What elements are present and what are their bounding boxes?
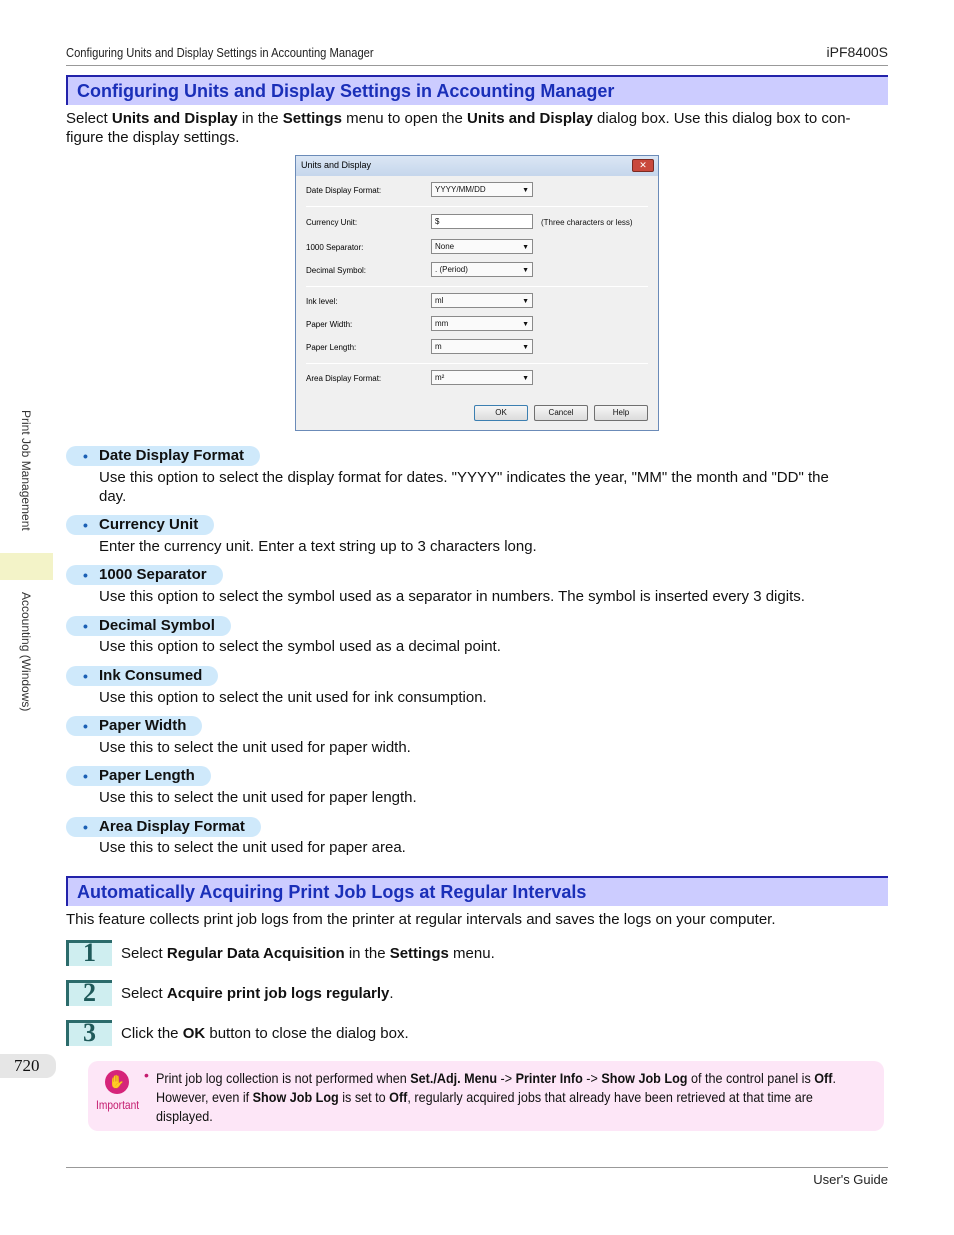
dialog-titlebar — [296, 156, 658, 176]
note-part: is set to — [338, 1089, 390, 1105]
step-part: button to close the dialog box. — [205, 1025, 409, 1042]
note-part: , regularly acquired jobs that already have been retrieved at that time are — [407, 1089, 813, 1105]
paper-length-label: Paper Length: — [306, 343, 357, 352]
step-part: menu. — [448, 945, 495, 962]
bullet-label: Date Display Format — [99, 447, 245, 464]
footer-rule — [66, 1167, 888, 1168]
important-note — [88, 1061, 884, 1131]
step-part: Select — [121, 985, 167, 1002]
paper-width-value: mm — [435, 319, 449, 328]
bullet-desc-line: Use this option to select the display format for dates. "YYYY" indicates the year, "MM" the month and "DD" the — [99, 469, 829, 486]
area-select[interactable] — [431, 370, 533, 385]
bullet-icon: • — [83, 618, 88, 634]
hand-stop-icon: ✋ — [105, 1070, 129, 1094]
bullet-description: Use this option to select the symbol used as a decimal point. — [99, 638, 501, 655]
ink-label: Ink level: — [306, 297, 338, 306]
sidebar-chapter: Print Job Management — [19, 410, 33, 531]
bullet-icon: • — [83, 819, 88, 835]
bullet-description: Enter the currency unit. Enter a text string up to 3 characters long. — [99, 538, 537, 555]
decimal-select[interactable] — [431, 262, 533, 277]
step-text — [121, 985, 394, 1002]
date-format-select[interactable] — [431, 182, 533, 197]
section-heading-units — [66, 75, 888, 105]
cancel-button[interactable]: Cancel — [534, 405, 588, 421]
close-icon[interactable]: ✕ — [632, 159, 654, 172]
step-text — [121, 945, 495, 962]
chevron-down-icon: ▼ — [522, 375, 529, 382]
sidebar-tab-marker — [0, 553, 53, 580]
bullet-ink-consumed — [66, 666, 218, 686]
ink-select[interactable] — [431, 293, 533, 308]
note-bold: Show Job Log — [601, 1070, 688, 1086]
currency-input[interactable]: $ — [431, 214, 533, 229]
chevron-down-icon: ▼ — [522, 321, 529, 328]
step-bold: Acquire print job logs regularly — [166, 985, 390, 1002]
note-part: . — [832, 1070, 836, 1086]
help-button[interactable]: Help — [594, 405, 648, 421]
step-part: Click the — [121, 1025, 183, 1042]
paper-width-select[interactable] — [431, 316, 533, 331]
step-part: . — [389, 985, 394, 1002]
bullet-label: Ink Consumed — [99, 667, 203, 684]
running-header-model: iPF8400S — [826, 44, 888, 60]
paper-length-value: m — [435, 342, 442, 351]
note-bold: Printer Info — [515, 1070, 583, 1086]
intro-text: in the — [237, 110, 283, 127]
step-digit: 1 — [83, 938, 96, 967]
paper-length-select[interactable] — [431, 339, 533, 354]
bullet-1000-separator — [66, 565, 223, 585]
section-title: Configuring Units and Display Settings in Accounting Manager — [77, 81, 615, 101]
bullet-icon: • — [83, 517, 88, 533]
bullet-label: Paper Width — [99, 717, 187, 734]
bullet-decimal-symbol — [66, 616, 231, 636]
intro-bold: Units and Display — [111, 110, 238, 127]
step-bold: Settings — [389, 945, 449, 962]
important-label: Important — [96, 1098, 140, 1112]
note-bold: Off — [814, 1070, 833, 1086]
bullet-description — [99, 468, 879, 506]
page-number: 720 — [0, 1054, 56, 1078]
currency-label: Currency Unit: — [306, 218, 358, 227]
bullet-description: Use this option to select the symbol used as a separator in numbers. The symbol is inserted every 3 digits. — [99, 588, 805, 605]
step-digit: 3 — [83, 1018, 96, 1047]
decimal-value: . (Period) — [435, 265, 468, 274]
bullet-icon: • — [83, 567, 88, 583]
bullet-description: Use this to select the unit used for paper area. — [99, 839, 406, 856]
area-label: Area Display Format: — [306, 374, 382, 383]
running-header-title: Configuring Units and Display Settings in Accounting Manager — [66, 45, 374, 60]
step-number — [66, 980, 112, 1006]
note-part: Print job log collection is not performed when — [156, 1070, 411, 1086]
bullet-paper-width — [66, 716, 202, 736]
section-heading-job-logs — [66, 876, 888, 906]
decimal-label: Decimal Symbol: — [306, 266, 367, 275]
bullet-description: Use this to select the unit used for paper length. — [99, 789, 417, 806]
chevron-down-icon: ▼ — [522, 298, 529, 305]
separator-label: 1000 Separator: — [306, 243, 364, 252]
currency-note: (Three characters or less) — [541, 218, 633, 227]
step-text — [121, 1025, 409, 1042]
step-number — [66, 1020, 112, 1046]
note-part: However, even if — [156, 1089, 253, 1105]
step-number — [66, 940, 112, 966]
bullet-label: 1000 Separator — [99, 566, 207, 583]
important-text — [156, 1069, 867, 1126]
bullet-currency-unit — [66, 515, 214, 535]
header-rule — [66, 65, 888, 66]
paper-width-label: Paper Width: — [306, 320, 353, 329]
separator-value: None — [435, 242, 455, 251]
date-format-label: Date Display Format: — [306, 186, 382, 195]
bullet-icon: • — [83, 768, 88, 784]
bullet-description: Use this option to select the unit used for ink consumption. — [99, 689, 487, 706]
step-part: in the — [344, 945, 390, 962]
note-part: -> — [582, 1070, 602, 1086]
intro-text: figure the display settings. — [66, 129, 240, 146]
divider — [306, 206, 648, 207]
bullet-label: Area Display Format — [99, 818, 245, 835]
divider — [306, 363, 648, 364]
intro-bold: Settings — [282, 110, 342, 127]
date-format-value: YYYY/MM/DD — [435, 185, 486, 194]
intro-bold: Units and Display — [467, 110, 593, 127]
bullet-label: Paper Length — [99, 767, 195, 784]
note-part: displayed. — [156, 1108, 213, 1124]
bullet-icon: • — [83, 448, 88, 464]
area-value: m² — [435, 373, 445, 382]
chevron-down-icon: ▼ — [522, 244, 529, 251]
chevron-down-icon: ▼ — [522, 187, 529, 194]
section-intro — [66, 109, 888, 147]
bullet-label: Decimal Symbol — [99, 617, 215, 634]
dialog-title: Units and Display — [301, 160, 372, 170]
bullet-label: Currency Unit — [99, 516, 199, 533]
step-digit: 2 — [83, 978, 96, 1007]
note-bold: Set./Adj. Menu — [410, 1070, 498, 1086]
chevron-down-icon: ▼ — [522, 344, 529, 351]
note-part: of the control panel is — [687, 1070, 815, 1086]
units-display-dialog — [295, 155, 659, 431]
intro-text: dialog box. Use this dialog box to con- — [592, 110, 851, 127]
section-intro: This feature collects print job logs from the printer at regular intervals and saves the logs on your computer. — [66, 911, 776, 928]
footer-guide-name: User's Guide — [813, 1172, 888, 1187]
bullet-area-display-format — [66, 817, 261, 837]
sidebar-section: Accounting (Windows) — [19, 592, 33, 712]
step-part: Select — [121, 945, 167, 962]
intro-text: Select — [66, 110, 112, 127]
divider — [306, 286, 648, 287]
section-title: Automatically Acquiring Print Job Logs at Regular Intervals — [77, 882, 587, 902]
bullet-icon: • — [83, 718, 88, 734]
ink-value: ml — [435, 296, 444, 305]
bullet-paper-length — [66, 766, 211, 786]
bullet-icon: • — [83, 668, 88, 684]
bullet-description: Use this to select the unit used for paper width. — [99, 739, 411, 756]
note-bold: Off — [389, 1089, 408, 1105]
chevron-down-icon: ▼ — [522, 267, 529, 274]
note-part: -> — [497, 1070, 516, 1086]
bullet-icon: • — [144, 1067, 149, 1083]
ok-button[interactable]: OK — [474, 405, 528, 421]
step-bold: OK — [182, 1025, 206, 1042]
note-bold: Show Job Log — [252, 1089, 339, 1105]
step-bold: Regular Data Acquisition — [166, 945, 345, 962]
intro-text: menu to open the — [341, 110, 468, 127]
bullet-desc-line: day. — [99, 488, 127, 505]
bullet-date-format — [66, 446, 260, 466]
separator-select[interactable] — [431, 239, 533, 254]
